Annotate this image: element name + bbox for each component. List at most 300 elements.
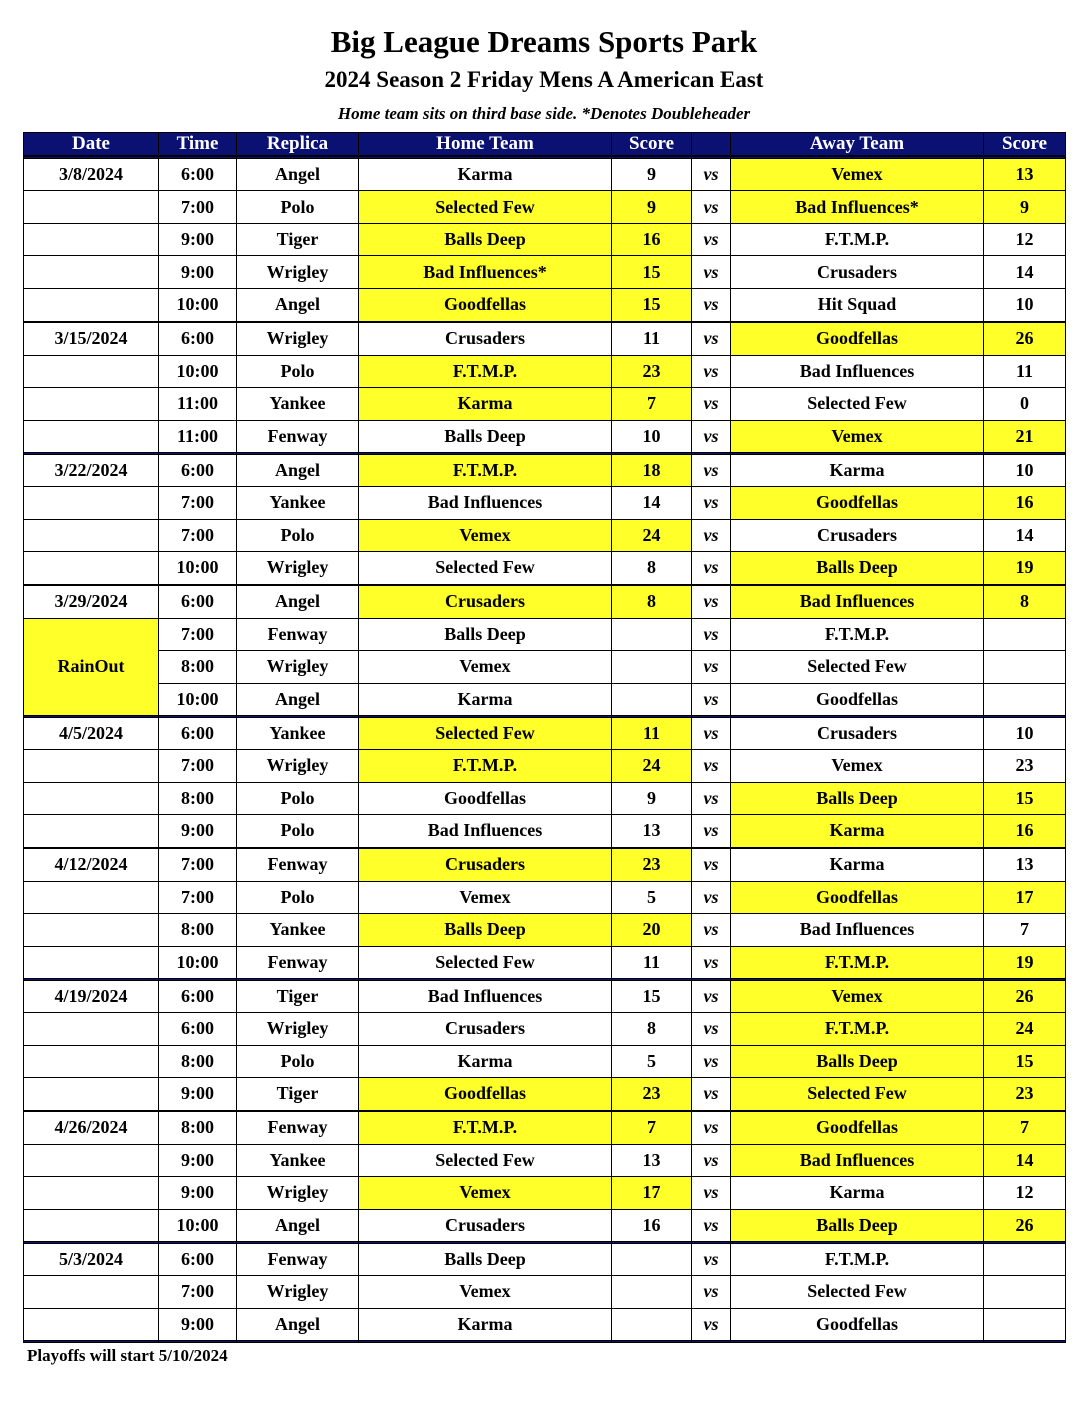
away-score: 13 xyxy=(984,158,1066,191)
vs-label: vs xyxy=(692,454,731,487)
home-team: Balls Deep xyxy=(359,618,612,651)
vs-label: vs xyxy=(692,519,731,552)
game-row xyxy=(24,355,1066,388)
game-date-empty xyxy=(24,1276,159,1309)
away-score: 0 xyxy=(984,388,1066,421)
home-team: Karma xyxy=(359,1045,612,1078)
vs-label: vs xyxy=(692,322,731,355)
away-team: Balls Deep xyxy=(731,1045,984,1078)
separator-cell xyxy=(612,1341,692,1343)
game-row xyxy=(24,158,1066,191)
game-row xyxy=(24,717,1066,750)
away-score: 15 xyxy=(984,782,1066,815)
game-time: 8:00 xyxy=(159,914,237,947)
away-team: Crusaders xyxy=(731,256,984,289)
away-score: 12 xyxy=(984,223,1066,256)
away-team: Goodfellas xyxy=(731,1112,984,1145)
home-score: 11 xyxy=(612,717,692,750)
home-team: Crusaders xyxy=(359,1013,612,1046)
separator-cell xyxy=(237,1341,359,1343)
vs-label: vs xyxy=(692,1243,731,1276)
home-team: Goodfellas xyxy=(359,1078,612,1111)
game-row xyxy=(24,586,1066,619)
away-score: 7 xyxy=(984,914,1066,947)
field-name: Angel xyxy=(237,1308,359,1341)
game-time: 6:00 xyxy=(159,586,237,619)
field-name: Angel xyxy=(237,158,359,191)
header-row xyxy=(24,133,1066,156)
away-score: 14 xyxy=(984,1144,1066,1177)
vs-label: vs xyxy=(692,683,731,716)
away-team: F.T.M.P. xyxy=(731,1243,984,1276)
col-replica: Replica xyxy=(237,133,359,156)
home-score: 8 xyxy=(612,552,692,585)
home-team: Vemex xyxy=(359,1177,612,1210)
game-date-empty xyxy=(24,914,159,947)
home-team: Bad Influences xyxy=(359,487,612,520)
game-row xyxy=(24,881,1066,914)
field-name: Wrigley xyxy=(237,552,359,585)
away-team: Karma xyxy=(731,454,984,487)
game-row xyxy=(24,420,1066,453)
separator-cell xyxy=(24,1341,159,1343)
game-date: 5/3/2024 xyxy=(24,1243,159,1276)
away-score: 26 xyxy=(984,322,1066,355)
game-time: 6:00 xyxy=(159,717,237,750)
field-name: Angel xyxy=(237,1209,359,1242)
game-time: 8:00 xyxy=(159,1112,237,1145)
game-date-empty xyxy=(24,1078,159,1111)
game-time: 11:00 xyxy=(159,420,237,453)
vs-label: vs xyxy=(692,256,731,289)
field-name: Angel xyxy=(237,683,359,716)
field-name: Fenway xyxy=(237,420,359,453)
game-time: 10:00 xyxy=(159,1209,237,1242)
game-time: 7:00 xyxy=(159,519,237,552)
away-score xyxy=(984,1276,1066,1309)
away-score: 8 xyxy=(984,586,1066,619)
game-row xyxy=(24,750,1066,783)
game-time: 9:00 xyxy=(159,1308,237,1341)
away-score: 26 xyxy=(984,1209,1066,1242)
game-row xyxy=(24,552,1066,585)
field-name: Polo xyxy=(237,782,359,815)
away-score: 10 xyxy=(984,289,1066,322)
home-team: Karma xyxy=(359,388,612,421)
game-time: 6:00 xyxy=(159,454,237,487)
home-team: Crusaders xyxy=(359,322,612,355)
home-score: 16 xyxy=(612,223,692,256)
game-time: 8:00 xyxy=(159,782,237,815)
field-name: Polo xyxy=(237,881,359,914)
vs-label: vs xyxy=(692,1112,731,1145)
home-score: 9 xyxy=(612,158,692,191)
game-time: 8:00 xyxy=(159,651,237,684)
home-team: Goodfellas xyxy=(359,782,612,815)
vs-label: vs xyxy=(692,717,731,750)
game-date-empty xyxy=(24,1209,159,1242)
game-row xyxy=(24,223,1066,256)
field-name: Angel xyxy=(237,586,359,619)
game-date: 3/29/2024 xyxy=(24,586,159,619)
game-date-empty xyxy=(24,355,159,388)
field-name: Tiger xyxy=(237,1078,359,1111)
game-date: 4/12/2024 xyxy=(24,849,159,882)
game-row xyxy=(24,815,1066,848)
home-score: 14 xyxy=(612,487,692,520)
game-row xyxy=(24,914,1066,947)
game-row xyxy=(24,1112,1066,1145)
away-score: 23 xyxy=(984,750,1066,783)
game-date-empty xyxy=(24,1177,159,1210)
home-score xyxy=(612,618,692,651)
away-score: 14 xyxy=(984,519,1066,552)
field-name: Yankee xyxy=(237,914,359,947)
game-date-empty xyxy=(24,881,159,914)
vs-label: vs xyxy=(692,223,731,256)
home-team: Bad Influences* xyxy=(359,256,612,289)
away-team: Balls Deep xyxy=(731,552,984,585)
vs-label: vs xyxy=(692,651,731,684)
vs-label: vs xyxy=(692,881,731,914)
game-date-empty xyxy=(24,519,159,552)
home-score: 7 xyxy=(612,1112,692,1145)
game-date-empty xyxy=(24,750,159,783)
game-time: 9:00 xyxy=(159,815,237,848)
away-score xyxy=(984,618,1066,651)
game-date-empty xyxy=(24,289,159,322)
vs-label: vs xyxy=(692,1308,731,1341)
field-name: Tiger xyxy=(237,980,359,1013)
away-team: Goodfellas xyxy=(731,487,984,520)
vs-label: vs xyxy=(692,289,731,322)
vs-label: vs xyxy=(692,849,731,882)
game-time: 7:00 xyxy=(159,849,237,882)
home-team: F.T.M.P. xyxy=(359,454,612,487)
home-score: 9 xyxy=(612,191,692,224)
game-date-empty xyxy=(24,815,159,848)
game-time: 11:00 xyxy=(159,388,237,421)
home-team: Selected Few xyxy=(359,717,612,750)
field-name: Angel xyxy=(237,454,359,487)
home-score: 24 xyxy=(612,519,692,552)
home-score: 13 xyxy=(612,815,692,848)
away-score: 14 xyxy=(984,256,1066,289)
game-row xyxy=(24,454,1066,487)
vs-label: vs xyxy=(692,388,731,421)
game-date-empty xyxy=(24,552,159,585)
home-team: Balls Deep xyxy=(359,420,612,453)
field-name: Yankee xyxy=(237,388,359,421)
field-name: Fenway xyxy=(237,849,359,882)
away-team: Balls Deep xyxy=(731,782,984,815)
away-team: F.T.M.P. xyxy=(731,1013,984,1046)
vs-label: vs xyxy=(692,1144,731,1177)
away-score: 16 xyxy=(984,815,1066,848)
game-time: 7:00 xyxy=(159,618,237,651)
vs-label: vs xyxy=(692,618,731,651)
game-time: 10:00 xyxy=(159,289,237,322)
away-team: Bad Influences xyxy=(731,914,984,947)
home-team: Balls Deep xyxy=(359,223,612,256)
col-away-score: Score xyxy=(984,133,1066,156)
separator-row xyxy=(24,1341,1066,1343)
game-date-empty xyxy=(24,1045,159,1078)
home-score xyxy=(612,651,692,684)
home-score: 15 xyxy=(612,289,692,322)
vs-label: vs xyxy=(692,355,731,388)
schedule-body xyxy=(24,156,1066,1343)
home-score: 23 xyxy=(612,1078,692,1111)
away-score: 19 xyxy=(984,552,1066,585)
away-team: Karma xyxy=(731,815,984,848)
field-name: Polo xyxy=(237,355,359,388)
vs-label: vs xyxy=(692,980,731,1013)
game-row xyxy=(24,1308,1066,1341)
away-team: Bad Influences xyxy=(731,586,984,619)
game-row xyxy=(24,256,1066,289)
game-time: 6:00 xyxy=(159,980,237,1013)
away-team: Selected Few xyxy=(731,1078,984,1111)
game-row xyxy=(24,1144,1066,1177)
field-name: Wrigley xyxy=(237,322,359,355)
game-row xyxy=(24,849,1066,882)
away-score xyxy=(984,651,1066,684)
game-date-empty xyxy=(24,420,159,453)
field-name: Polo xyxy=(237,519,359,552)
home-team: Karma xyxy=(359,1308,612,1341)
game-row xyxy=(24,980,1066,1013)
game-row xyxy=(24,388,1066,421)
home-score: 7 xyxy=(612,388,692,421)
separator-cell xyxy=(159,1341,237,1343)
vs-label: vs xyxy=(692,1276,731,1309)
away-team: Goodfellas xyxy=(731,1308,984,1341)
away-team: Crusaders xyxy=(731,717,984,750)
game-row xyxy=(24,191,1066,224)
away-score: 9 xyxy=(984,191,1066,224)
game-time: 7:00 xyxy=(159,487,237,520)
home-score: 13 xyxy=(612,1144,692,1177)
home-team: Vemex xyxy=(359,881,612,914)
field-name: Wrigley xyxy=(237,1276,359,1309)
game-row xyxy=(24,1177,1066,1210)
separator-cell xyxy=(731,1341,984,1343)
home-team: Selected Few xyxy=(359,191,612,224)
game-time: 6:00 xyxy=(159,1243,237,1276)
field-name: Wrigley xyxy=(237,256,359,289)
home-score: 9 xyxy=(612,782,692,815)
game-row xyxy=(24,651,1066,684)
game-time: 7:00 xyxy=(159,191,237,224)
home-score xyxy=(612,1276,692,1309)
vs-label: vs xyxy=(692,1045,731,1078)
separator-cell xyxy=(984,1341,1066,1343)
away-team: Bad Influences xyxy=(731,1144,984,1177)
game-date: 4/5/2024 xyxy=(24,717,159,750)
home-score: 15 xyxy=(612,980,692,1013)
away-team: Selected Few xyxy=(731,1276,984,1309)
home-score xyxy=(612,683,692,716)
home-team: Crusaders xyxy=(359,586,612,619)
vs-label: vs xyxy=(692,586,731,619)
game-time: 6:00 xyxy=(159,1013,237,1046)
away-score: 16 xyxy=(984,487,1066,520)
field-name: Fenway xyxy=(237,1243,359,1276)
away-score xyxy=(984,1243,1066,1276)
vs-label: vs xyxy=(692,191,731,224)
game-date-empty xyxy=(24,1308,159,1341)
away-score: 26 xyxy=(984,980,1066,1013)
separator-cell xyxy=(359,1341,612,1343)
field-name: Yankee xyxy=(237,717,359,750)
field-name: Wrigley xyxy=(237,1013,359,1046)
away-team: Hit Squad xyxy=(731,289,984,322)
schedule-note: Home team sits on third base side. *Denotes Doubleheader xyxy=(337,104,751,123)
game-row xyxy=(24,782,1066,815)
separator-cell xyxy=(692,1341,731,1343)
away-score: 19 xyxy=(984,946,1066,979)
away-score: 13 xyxy=(984,849,1066,882)
field-name: Yankee xyxy=(237,1144,359,1177)
home-score: 20 xyxy=(612,914,692,947)
home-score: 5 xyxy=(612,881,692,914)
page-title: Big League Dreams Sports Park xyxy=(330,24,758,59)
game-row xyxy=(24,1045,1066,1078)
field-name: Angel xyxy=(237,289,359,322)
game-time: 9:00 xyxy=(159,1177,237,1210)
away-team: Karma xyxy=(731,849,984,882)
field-name: Wrigley xyxy=(237,651,359,684)
game-time: 6:00 xyxy=(159,158,237,191)
game-date-empty xyxy=(24,388,159,421)
game-time: 7:00 xyxy=(159,1276,237,1309)
away-team: Crusaders xyxy=(731,519,984,552)
vs-label: vs xyxy=(692,1078,731,1111)
away-team: Karma xyxy=(731,1177,984,1210)
home-score: 11 xyxy=(612,322,692,355)
field-name: Polo xyxy=(237,191,359,224)
col-vs xyxy=(692,133,731,156)
home-score xyxy=(612,1308,692,1341)
home-team: Bad Influences xyxy=(359,815,612,848)
vs-label: vs xyxy=(692,1013,731,1046)
home-score: 16 xyxy=(612,1209,692,1242)
home-team: Karma xyxy=(359,683,612,716)
home-team: Crusaders xyxy=(359,849,612,882)
game-time: 10:00 xyxy=(159,946,237,979)
field-name: Polo xyxy=(237,815,359,848)
home-team: Selected Few xyxy=(359,1144,612,1177)
col-away-team: Away Team xyxy=(731,133,984,156)
game-time: 9:00 xyxy=(159,1144,237,1177)
vs-label: vs xyxy=(692,552,731,585)
game-date-empty xyxy=(24,256,159,289)
game-date-empty xyxy=(24,782,159,815)
away-team: Goodfellas xyxy=(731,881,984,914)
away-team: Vemex xyxy=(731,420,984,453)
game-date: 3/22/2024 xyxy=(24,454,159,487)
away-team: Bad Influences* xyxy=(731,191,984,224)
game-row xyxy=(24,618,1066,651)
field-name: Fenway xyxy=(237,1112,359,1145)
away-score xyxy=(984,683,1066,716)
game-date: 3/8/2024 xyxy=(24,158,159,191)
game-date: 4/26/2024 xyxy=(24,1112,159,1145)
game-time: 6:00 xyxy=(159,322,237,355)
game-row xyxy=(24,487,1066,520)
game-date: 4/19/2024 xyxy=(24,980,159,1013)
game-date-empty xyxy=(24,946,159,979)
away-score: 12 xyxy=(984,1177,1066,1210)
away-team: Vemex xyxy=(731,750,984,783)
field-name: Fenway xyxy=(237,946,359,979)
vs-label: vs xyxy=(692,914,731,947)
away-score: 24 xyxy=(984,1013,1066,1046)
game-time: 7:00 xyxy=(159,881,237,914)
home-team: Vemex xyxy=(359,1276,612,1309)
away-team: Goodfellas xyxy=(731,322,984,355)
home-score: 15 xyxy=(612,256,692,289)
field-name: Tiger xyxy=(237,223,359,256)
away-team: Vemex xyxy=(731,980,984,1013)
game-time: 9:00 xyxy=(159,256,237,289)
away-score: 10 xyxy=(984,717,1066,750)
game-row xyxy=(24,683,1066,716)
col-date: Date xyxy=(24,133,159,156)
home-score: 18 xyxy=(612,454,692,487)
field-name: Wrigley xyxy=(237,1177,359,1210)
field-name: Yankee xyxy=(237,487,359,520)
vs-label: vs xyxy=(692,815,731,848)
col-time: Time xyxy=(159,133,237,156)
away-team: Selected Few xyxy=(731,388,984,421)
rainout-badge: RainOut xyxy=(24,618,159,716)
game-row xyxy=(24,322,1066,355)
away-score: 11 xyxy=(984,355,1066,388)
home-team: F.T.M.P. xyxy=(359,1112,612,1145)
game-time: 9:00 xyxy=(159,1078,237,1111)
home-score: 24 xyxy=(612,750,692,783)
away-score: 21 xyxy=(984,420,1066,453)
home-score: 11 xyxy=(612,946,692,979)
field-name: Wrigley xyxy=(237,750,359,783)
home-score: 10 xyxy=(612,420,692,453)
game-date-empty xyxy=(24,487,159,520)
game-date-empty xyxy=(24,1144,159,1177)
vs-label: vs xyxy=(692,158,731,191)
game-row xyxy=(24,1243,1066,1276)
home-team: F.T.M.P. xyxy=(359,355,612,388)
playoffs-note: Playoffs will start 5/10/2024 xyxy=(27,1346,228,1365)
home-team: Vemex xyxy=(359,519,612,552)
game-date-empty xyxy=(24,223,159,256)
home-team: Crusaders xyxy=(359,1209,612,1242)
away-score: 7 xyxy=(984,1112,1066,1145)
vs-label: vs xyxy=(692,782,731,815)
game-time: 10:00 xyxy=(159,355,237,388)
home-team: Balls Deep xyxy=(359,914,612,947)
schedule-subtitle: 2024 Season 2 Friday Mens A American East xyxy=(324,67,764,92)
home-team: Goodfellas xyxy=(359,289,612,322)
home-team: Bad Influences xyxy=(359,980,612,1013)
home-score: 5 xyxy=(612,1045,692,1078)
game-row xyxy=(24,946,1066,979)
field-name: Fenway xyxy=(237,618,359,651)
game-row xyxy=(24,1209,1066,1242)
away-team: Selected Few xyxy=(731,651,984,684)
away-score: 10 xyxy=(984,454,1066,487)
